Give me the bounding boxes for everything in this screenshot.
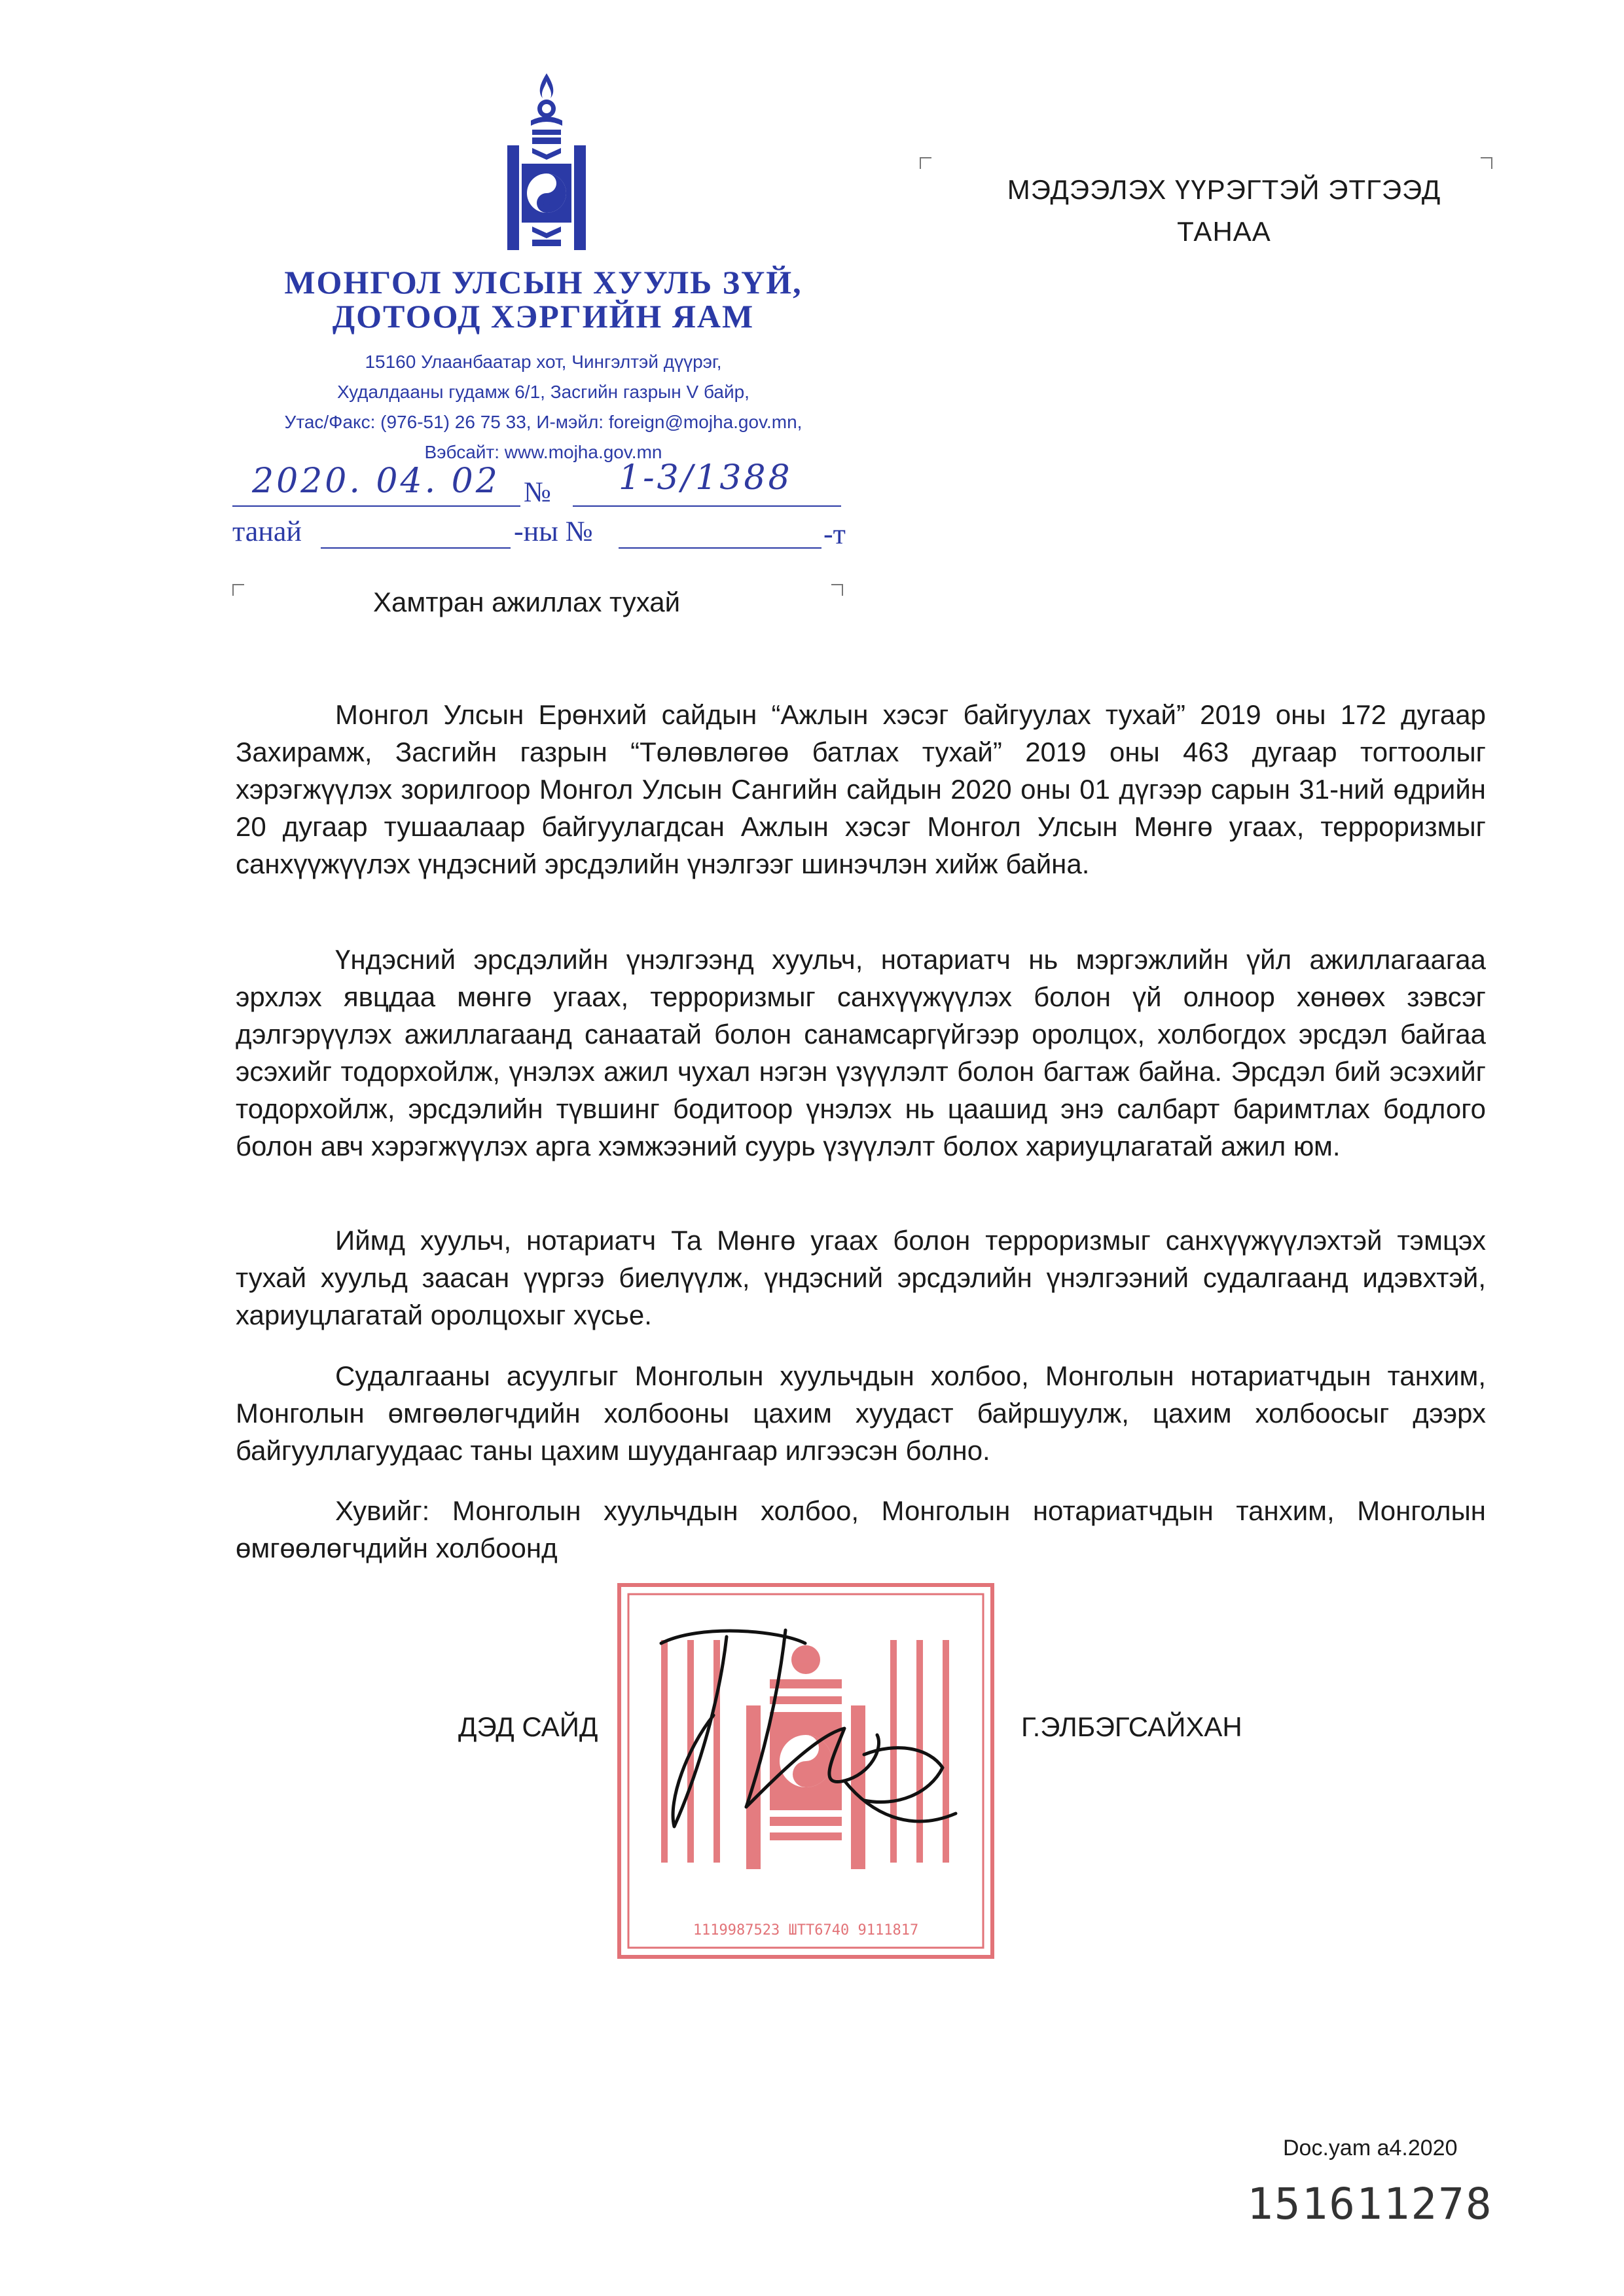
body-paragraph-2: Үндэсний эрсдэлийн үнэлгээнд хуульч, нотариатч нь мэргэжлийн үйл ажиллагаагаа эрхлэх явцдаа мөнгө угаах, терроризмыг санхүүжүүлэх болон үй олноор хөнөөх зэвсэг дэлгэрүүлэх ажиллагаанд санаатай болон санамсаргүйгээр оролцох, холбогдох эрсдэл байгаа эсэхийг тодорхойлж, үнэлэх ажил чухал нэгэн үзүүлэлт болон багтаж байна. Эрсдэл бий эсэхийг тодорхойлж, эрсдэлийн түвшинг бодитоор үнэлэх нь цаашид энэ салбарт баримтлах бодлого болон авч хэрэгжүүлэх арга хэмжээний суурь үзүүлэлт болох хариуцлагатай ажил юм. (236, 944, 1486, 1161)
letter-date: 2020. 04. 02 (252, 462, 500, 501)
body-paragraph-4: Судалгааны асуулгыг Монголын хуульчдын холбоо, Монголын нотариатчдын танхим, Монголын өмгөөлөгчдийн холбооны цахим хуудаст байршуулж, цахим холбоосыг дээрх байгууллагуудаас таны цахим шуудангаар илгээсэн болно. (236, 1360, 1486, 1466)
stamp-serial-text: 1119987523 ШТТ6740 9111817 (693, 1922, 919, 1939)
body-paragraph-3: Иймд хуульч, нотариатч Та Мөнгө угаах болон терроризмыг санхүүжүүлэхтэй тэмцэх тухай хуульд заасан үүргээ биелүүлж, үндэсний эрсдэлийн үнэлгээний судалгаанд идэвхтэй, хариуцлагатай оролцохыг хүсье. (236, 1225, 1486, 1330)
reference-suffix: -т (823, 518, 846, 550)
ministry-title-line2: ДОТООД ХЭРГИЙН ЯАМ (332, 298, 755, 335)
subject-corner-tl (232, 584, 244, 596)
recipient-corner-tl (920, 157, 931, 169)
copy-distribution: Хувийг: Монголын хуульчдын холбоо, Монголын нотариатчдын танхим, Монголын өмгөөлөгчдийн холбоонд (236, 1495, 1486, 1563)
ministry-title-line1: МОНГОЛ УЛСЫН ХУУЛЬ ЗҮЙ, (284, 264, 803, 301)
reference-middle: -ны № (514, 515, 593, 547)
recipient-corner-tr (1481, 157, 1492, 169)
document-reference: Doc.yam a4.2020 (1283, 2136, 1458, 2160)
address-line1: 15160 Улаанбаатар хот, Чингэлтэй дүүрэг, (365, 352, 722, 372)
ministry-title (196, 265, 890, 333)
handwritten-signature (648, 1617, 975, 1879)
ministry-address (196, 347, 890, 467)
letter-subject: Хамтран ажиллах тухай (373, 587, 681, 617)
subject-corner-tr (831, 584, 843, 596)
address-line2: Худалдааны гудамж 6/1, Засгийн газрын V байр, (337, 382, 749, 402)
recipient-block (929, 169, 1519, 253)
reference-prefix: танай (232, 515, 302, 547)
body-paragraph-1: Монгол Улсын Ерөнхий сайдын “Ажлын хэсэг байгуулах тухай” 2019 оны 172 дугаар Захирамж, Засгийн газрын “Төлөвлөгөө батлах тухай” 2019 оны 463 дугаар тогтоолыг хэрэгжүүлэх зорилгоор Монгол Улсын Сангийн сайдын 2020 оны 01 дүгээр сарын 31-ний өдрийн 20 дугаар тушаалаар байгуулагдсан Ажлын хэсэг Монгол Улсын Мөнгө угаах, терроризмыг санхүүжүүлэх үндэсний эрсдэлийн үнэлгээг шинэчлэн хийж байна. (236, 699, 1486, 879)
signatory-title: ДЭД САЙД (458, 1711, 598, 1742)
recipient-line2: ТАНАА (1177, 216, 1271, 247)
recipient-line1: МЭДЭЭЛЭХ ҮҮРЭГТЭЙ ЭТГЭЭД (1007, 174, 1441, 205)
soyombo-emblem-icon (494, 72, 599, 255)
letter-number: 1-3/1388 (619, 458, 793, 498)
serial-number: 151611278 (1247, 2179, 1493, 2229)
number-label: № (524, 476, 551, 508)
address-line3: Утас/Факс: (976-51) 26 75 33, И-мэйл: foreign@mojha.gov.mn, (284, 412, 803, 432)
signatory-name: Г.ЭЛБЭГСАЙХАН (1021, 1711, 1242, 1742)
address-line4: Вэбсайт: www.mojha.gov.mn (424, 442, 662, 462)
